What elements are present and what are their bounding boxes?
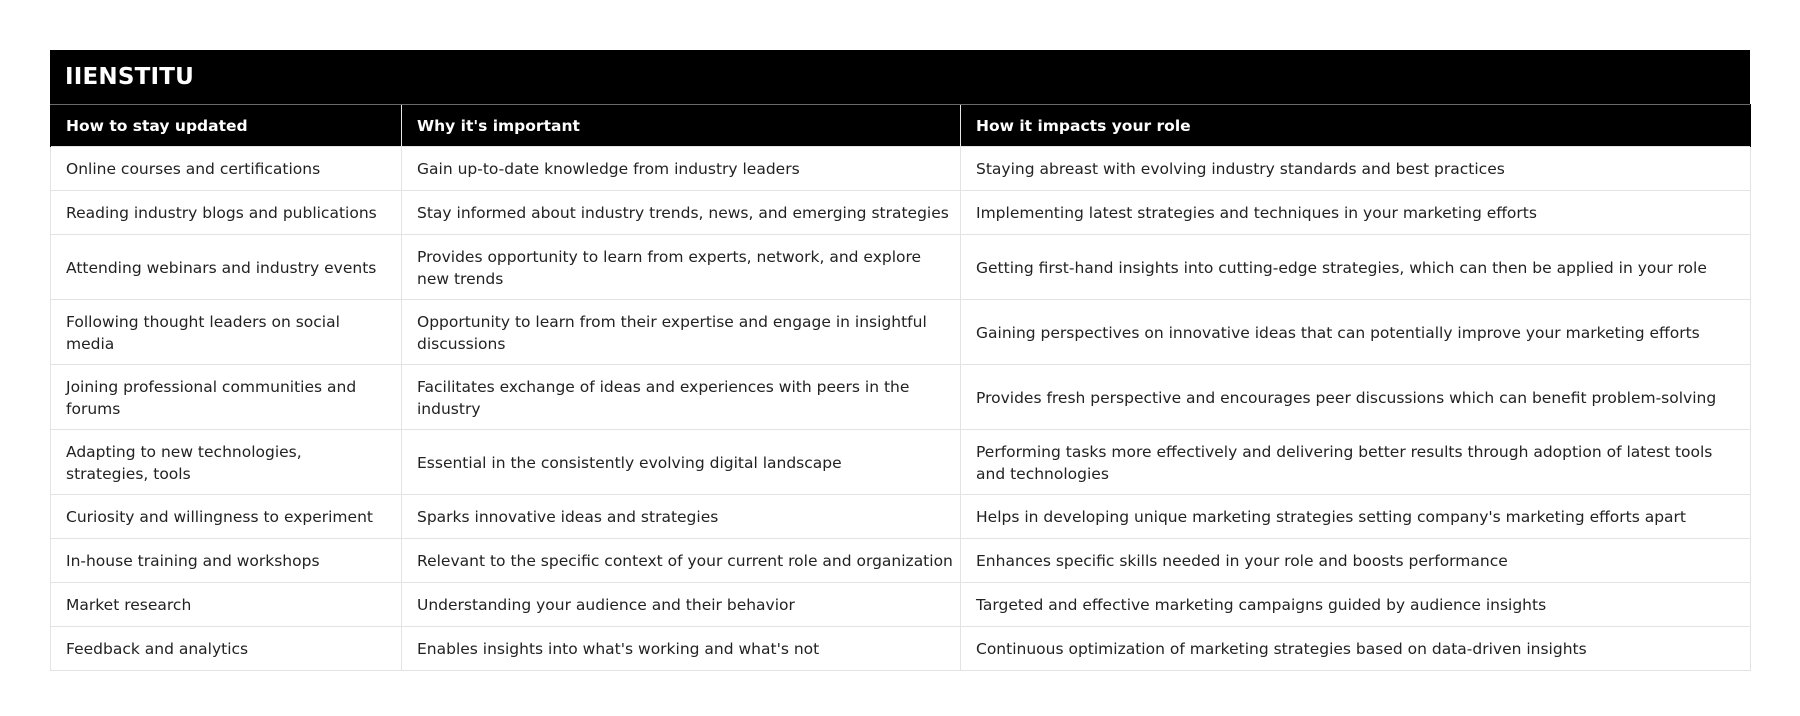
table-cell: Continuous optimization of marketing strategies based on data-driven insights (961, 627, 1751, 671)
table-cell: Understanding your audience and their behavior (402, 583, 961, 627)
column-header-how-to-stay-updated: How to stay updated (51, 105, 402, 147)
table-title: IIENSTITU (50, 50, 1750, 104)
table-cell: Feedback and analytics (51, 627, 402, 671)
table-cell: Getting first-hand insights into cutting-edge strategies, which can then be applied in your role (961, 235, 1751, 300)
table-cell: Joining professional communities and forums (51, 365, 402, 430)
table-row (51, 191, 1751, 235)
table-row (51, 430, 1751, 495)
table-cell: Gain up-to-date knowledge from industry leaders (402, 147, 961, 191)
data-table (50, 104, 1751, 671)
table-row (51, 495, 1751, 539)
table-row (51, 365, 1751, 430)
table-cell: Implementing latest strategies and techniques in your marketing efforts (961, 191, 1751, 235)
table-cell: Targeted and effective marketing campaigns guided by audience insights (961, 583, 1751, 627)
table-cell: Sparks innovative ideas and strategies (402, 495, 961, 539)
table-cell: Adapting to new technologies, strategies, tools (51, 430, 402, 495)
table-row (51, 235, 1751, 300)
table-cell: In-house training and workshops (51, 539, 402, 583)
column-header-impact-on-role: How it impacts your role (961, 105, 1751, 147)
table-cell: Performing tasks more effectively and delivering better results through adoption of latest tools and technologies (961, 430, 1751, 495)
table-container (50, 50, 1750, 671)
table-row (51, 539, 1751, 583)
table-cell: Provides fresh perspective and encourages peer discussions which can benefit problem-solving (961, 365, 1751, 430)
table-row (51, 300, 1751, 365)
table-cell: Relevant to the specific context of your current role and organization (402, 539, 961, 583)
header-row (51, 105, 1751, 147)
table-cell: Gaining perspectives on innovative ideas that can potentially improve your marketing efforts (961, 300, 1751, 365)
table-cell: Stay informed about industry trends, news, and emerging strategies (402, 191, 961, 235)
table-row (51, 147, 1751, 191)
table-cell: Provides opportunity to learn from experts, network, and explore new trends (402, 235, 961, 300)
table-row (51, 627, 1751, 671)
table-cell: Facilitates exchange of ideas and experiences with peers in the industry (402, 365, 961, 430)
table-cell: Staying abreast with evolving industry standards and best practices (961, 147, 1751, 191)
column-header-why-important: Why it's important (402, 105, 961, 147)
table-cell: Attending webinars and industry events (51, 235, 402, 300)
table-cell: Online courses and certifications (51, 147, 402, 191)
table-cell: Curiosity and willingness to experiment (51, 495, 402, 539)
table-cell: Enhances specific skills needed in your role and boosts performance (961, 539, 1751, 583)
table-row (51, 583, 1751, 627)
table-cell: Helps in developing unique marketing strategies setting company's marketing efforts apart (961, 495, 1751, 539)
table-cell: Essential in the consistently evolving digital landscape (402, 430, 961, 495)
table-cell: Enables insights into what's working and what's not (402, 627, 961, 671)
table-cell: Reading industry blogs and publications (51, 191, 402, 235)
table-cell: Following thought leaders on social media (51, 300, 402, 365)
table-cell: Market research (51, 583, 402, 627)
table-cell: Opportunity to learn from their expertise and engage in insightful discussions (402, 300, 961, 365)
